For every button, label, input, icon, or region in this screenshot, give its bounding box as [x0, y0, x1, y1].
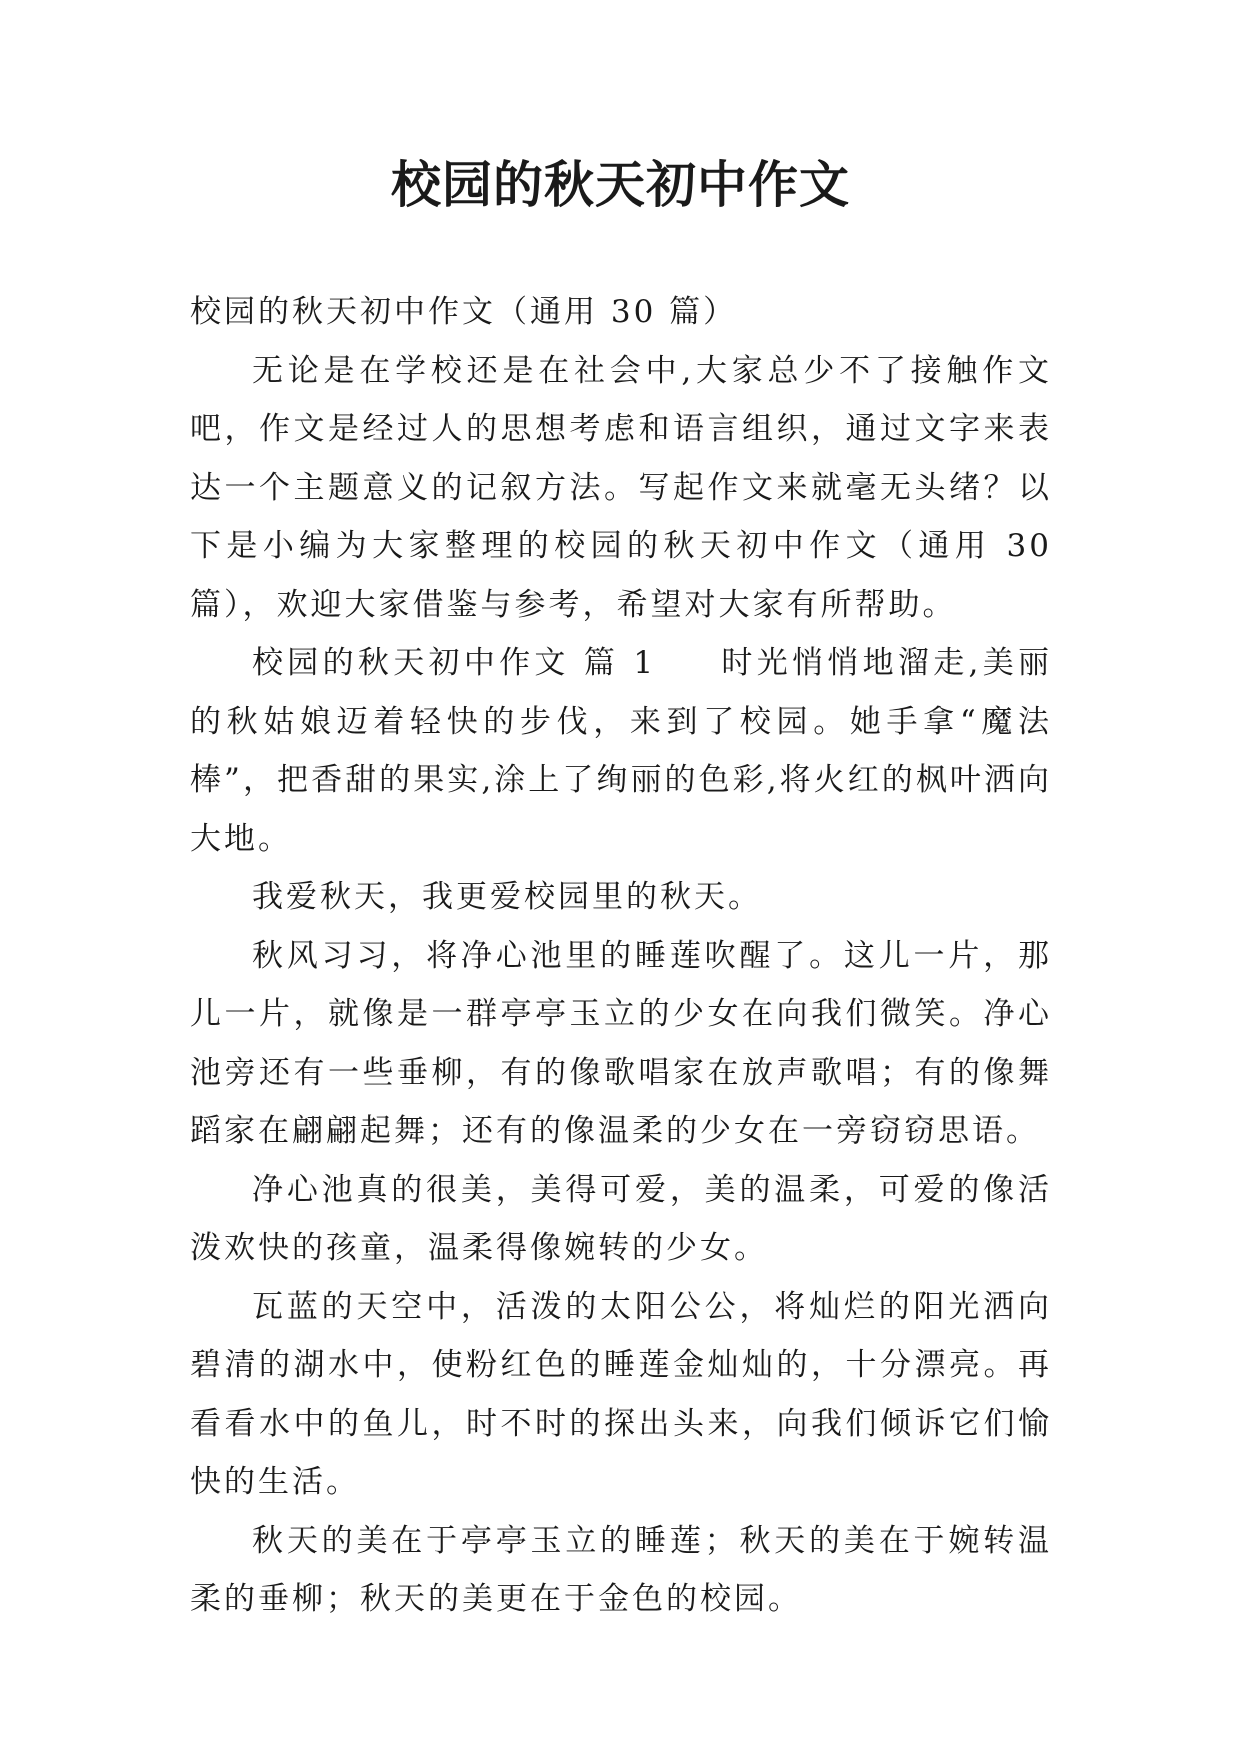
document-title: 校园的秋天初中作文: [391, 155, 850, 214]
body-paragraph: 瓦蓝的天空中，活泼的太阳公公，将灿烂的阳光洒向碧清的湖水中，使粉红色的睡莲金灿灿的，十分漂亮。再看看水中的鱼儿，时不时的探出头来，向我们倾诉它们愉快的生活。: [190, 1288, 1052, 1500]
body-paragraph: 净心池真的很美，美得可爱，美的温柔，可爱的像活泼欢快的孩童，温柔得像婉转的少女。: [190, 1171, 1052, 1266]
document-body: [190, 283, 1052, 1629]
intro-paragraph: 无论是在学校还是在社会中,大家总少不了接触作文吧，作文是经过人的思想考虑和语言组织，通过文字来表达一个主题意义的记叙方法。写起作文来就毫无头绪？以下是小编为大家整理的校园的秋天初中作文（通用 30 篇），欢迎大家借鉴与参考，希望对大家有所帮助。: [190, 352, 1052, 623]
body-paragraph: 我爱秋天，我更爱校园里的秋天。: [252, 879, 762, 915]
document-subtitle: 校园的秋天初中作文（通用 30 篇）: [190, 294, 738, 330]
section-1-paragraph: [190, 634, 1052, 868]
body-paragraph: 秋风习习，将净心池里的睡莲吹醒了。这儿一片，那儿一片，就像是一群亭亭玉立的少女在向我们微笑。净心池旁还有一些垂柳，有的像歌唱家在放声歌唱；有的像舞蹈家在翩翩起舞；还有的像温柔的少女在一旁窃窃思语。: [190, 937, 1052, 1149]
section-first-text: 时光悄悄地溜走,美丽的秋姑娘迈着轻快的步伐，来到了校园。她手拿“魔法棒”，把香甜的果实,涂上了绚丽的色彩,将火红的枫叶洒向大地。: [190, 645, 1052, 857]
section-heading: 校园的秋天初中作文 篇 1: [252, 645, 657, 681]
body-paragraph: 秋天的美在于亭亭玉立的睡莲；秋天的美在于婉转温柔的垂柳；秋天的美更在于金色的校园。: [190, 1522, 1052, 1617]
